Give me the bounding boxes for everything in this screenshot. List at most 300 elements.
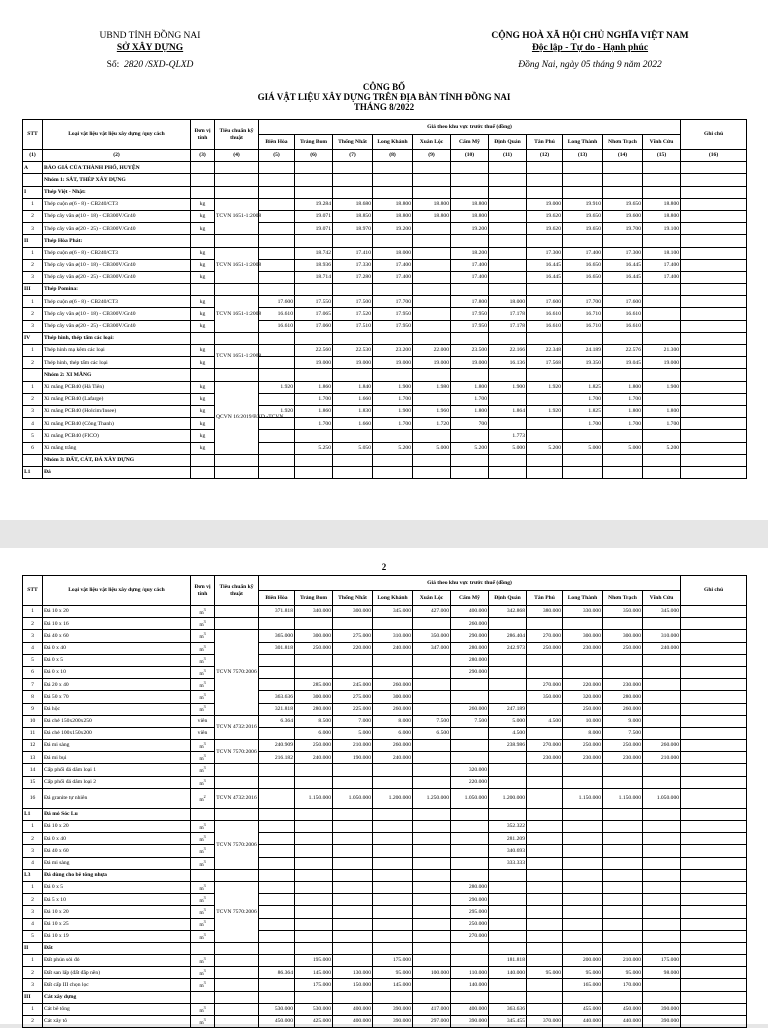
cell-price: 1.920: [527, 405, 563, 417]
cell-stt: 9: [23, 703, 43, 715]
cell-material: Đất san lấp (đất đắp nền): [43, 967, 191, 979]
cell-price: [413, 764, 451, 776]
cell-note: [681, 296, 747, 308]
cell-note: [681, 715, 747, 727]
cell-price: 370.000: [527, 1016, 563, 1028]
cell-price: [563, 186, 603, 198]
cell-price: [451, 727, 489, 739]
cell-price: 17.568: [527, 357, 563, 369]
cell-price: 1.860: [295, 381, 333, 393]
cell-price: [527, 979, 563, 991]
cell-price: [295, 174, 333, 186]
cell-price: [489, 332, 527, 344]
cell-price: [259, 991, 295, 1003]
cell-price: [489, 186, 527, 198]
cell-price: [451, 430, 489, 442]
cell-price: 260.000: [451, 618, 489, 630]
cell-stt: II: [23, 942, 43, 954]
cell-note: [681, 894, 747, 906]
cell-price: [643, 715, 681, 727]
cell-standard: [215, 186, 259, 198]
cell-price: 16.445: [527, 271, 563, 283]
cell-price: 5.200: [373, 442, 413, 454]
cell-price: [643, 691, 681, 703]
cell-note: [681, 259, 747, 271]
cell-price: [527, 776, 563, 788]
cell-material: Thép cây vằn ø(20 - 25) - CB300V/Gr40: [43, 320, 191, 332]
cell-price: 175.000: [373, 955, 413, 967]
cell-material: Cát xây dựng: [43, 991, 191, 1003]
cell-note: [681, 788, 747, 808]
cell-material: Đá 0 x 40: [43, 833, 191, 845]
col-region: Biên Hòa: [259, 135, 295, 150]
cell-price: [333, 881, 373, 893]
cell-stt: 4: [23, 918, 43, 930]
cell-price: 18.100: [643, 247, 681, 259]
cell-note: [681, 740, 747, 752]
cell-price: 195.000: [295, 955, 333, 967]
cell-price: [333, 284, 373, 296]
cell-price: [413, 955, 451, 967]
cell-unit: kg: [191, 296, 215, 308]
cell-price: [413, 235, 451, 247]
column-index: (2): [43, 150, 191, 162]
table-row: [23, 630, 747, 642]
cell-standard: [215, 764, 259, 776]
cell-price: [413, 666, 451, 678]
cell-standard: [215, 174, 259, 186]
cell-standard: [215, 466, 259, 478]
cell-price: [643, 618, 681, 630]
cell-unit: [191, 808, 215, 820]
col-region: Nhơn Trạch: [603, 591, 643, 606]
cell-price: 145.000: [373, 979, 413, 991]
cell-price: [603, 906, 643, 918]
cell-standard: TCVN 1651-1:2008: [215, 198, 259, 235]
cell-price: [489, 764, 527, 776]
cell-price: [259, 679, 295, 691]
cell-price: 17.550: [295, 296, 333, 308]
cell-price: [563, 776, 603, 788]
cell-price: [373, 466, 413, 478]
cell-price: 5.050: [333, 442, 373, 454]
cell-price: [259, 210, 295, 222]
cell-unit: [191, 869, 215, 881]
cell-unit: $m^3$: [191, 606, 215, 618]
cell-price: [373, 654, 413, 666]
cell-price: [451, 752, 489, 764]
cell-price: [451, 369, 489, 381]
cell-price: 280.000: [451, 654, 489, 666]
cell-price: [489, 223, 527, 235]
cell-price: [527, 235, 563, 247]
cell-price: [413, 247, 451, 259]
cell-price: [603, 942, 643, 954]
cell-price: 19.200: [451, 223, 489, 235]
cell-price: 300.000: [333, 606, 373, 618]
cell-material: Đá 0 x 10: [43, 666, 191, 678]
cell-price: 200.000: [563, 955, 603, 967]
cell-price: [413, 942, 451, 954]
cell-unit: $m^3$: [191, 894, 215, 906]
cell-material: Thép Hòa Phát:: [43, 235, 191, 247]
header-row: [23, 120, 747, 135]
cell-stt: 1: [23, 198, 43, 210]
cell-unit: $m^3$: [191, 776, 215, 788]
cell-price: 1.860: [295, 405, 333, 417]
cell-price: [295, 618, 333, 630]
cell-price: [643, 808, 681, 820]
cell-price: 17.800: [451, 296, 489, 308]
cell-price: 19.200: [373, 223, 413, 235]
cell-price: 17.950: [451, 320, 489, 332]
cell-price: [643, 991, 681, 1003]
cell-price: [489, 918, 527, 930]
doc-number-line: [40, 59, 260, 71]
cell-stt: 2: [23, 833, 43, 845]
cell-material: Nhóm 3: ĐẤT, CÁT, ĐÁ XÂY DỰNG: [43, 454, 191, 466]
cell-material: Đá dùng cho bê tông nhựa: [43, 869, 191, 881]
cell-note: [681, 666, 747, 678]
cell-price: 18.800: [413, 198, 451, 210]
cell-price: [603, 991, 643, 1003]
cell-price: 17.400: [643, 259, 681, 271]
cell-price: 7.500: [451, 715, 489, 727]
cell-price: [259, 821, 295, 833]
table-row: [23, 345, 747, 357]
cell-price: [373, 235, 413, 247]
table-row: [23, 727, 747, 739]
cell-note: [681, 764, 747, 776]
cell-price: 1.700: [295, 418, 333, 430]
cell-material: Đá 10 x 20: [43, 606, 191, 618]
cell-price: [373, 808, 413, 820]
cell-price: [295, 918, 333, 930]
cell-stt: III: [23, 991, 43, 1003]
cell-note: [681, 332, 747, 344]
table-row: [23, 691, 747, 703]
cell-price: 19.000: [333, 357, 373, 369]
col-standard: Tiêu chuẩn kỹ thuật: [215, 120, 259, 150]
cell-stt: 1: [23, 881, 43, 893]
cell-price: 16.650: [563, 271, 603, 283]
col-region: Định Quán: [489, 135, 527, 150]
section-row: [23, 454, 747, 466]
section-row: [23, 942, 747, 954]
cell-note: [681, 630, 747, 642]
table-row: [23, 740, 747, 752]
column-index: (11): [489, 150, 527, 162]
cell-price: 17.520: [333, 308, 373, 320]
cell-price: [333, 942, 373, 954]
cell-price: 18.800: [643, 210, 681, 222]
issue-date: Đồng Nai, ngày 05 tháng 9 năm 2022: [518, 60, 662, 70]
cell-unit: $m^3$: [191, 642, 215, 654]
cell-price: 260.000: [373, 703, 413, 715]
cell-price: 280.000: [451, 642, 489, 654]
col-region: Cẩm Mỹ: [451, 135, 489, 150]
cell-price: 19.284: [295, 198, 333, 210]
cell-standard: [215, 776, 259, 788]
page-separator: [0, 520, 768, 548]
cell-price: [413, 918, 451, 930]
cell-price: [527, 332, 563, 344]
cell-price: [489, 942, 527, 954]
cell-unit: $m^3$: [191, 857, 215, 869]
cell-unit: kg: [191, 223, 215, 235]
cell-price: [259, 918, 295, 930]
cell-unit: kg: [191, 405, 215, 417]
cell-price: 345.455: [489, 1016, 527, 1028]
cell-price: [333, 955, 373, 967]
cell-price: [333, 857, 373, 869]
cell-price: [451, 691, 489, 703]
cell-price: [259, 666, 295, 678]
cell-price: [643, 727, 681, 739]
cell-price: [489, 991, 527, 1003]
cell-material: Xi măng PCB40 (Holcim/Insee): [43, 405, 191, 417]
cell-price: [489, 808, 527, 820]
cell-note: [681, 967, 747, 979]
cell-price: [413, 857, 451, 869]
cell-price: [527, 369, 563, 381]
table-row: [23, 752, 747, 764]
cell-stt: I: [23, 186, 43, 198]
cell-price: 19.000: [373, 357, 413, 369]
cell-price: 1.700: [295, 393, 333, 405]
cell-unit: [191, 991, 215, 1003]
cell-price: 18.742: [295, 247, 333, 259]
cell-price: [489, 174, 527, 186]
cell-price: 230.000: [527, 752, 563, 764]
cell-price: 17.400: [563, 247, 603, 259]
cell-price: 17.280: [333, 271, 373, 283]
section-row: [23, 369, 747, 381]
cell-material: Đá 10 x 20: [43, 906, 191, 918]
cell-unit: kg: [191, 357, 215, 369]
cell-price: 380.000: [527, 606, 563, 618]
cell-material: Cát bê tông: [43, 1003, 191, 1015]
cell-price: 1.660: [333, 418, 373, 430]
cell-price: 1.700: [451, 393, 489, 405]
cell-note: [681, 320, 747, 332]
cell-unit: kg: [191, 381, 215, 393]
table-row: [23, 259, 747, 271]
cell-note: [681, 679, 747, 691]
cell-note: [681, 703, 747, 715]
agency-name: SỞ XÂY DỰNG: [116, 43, 184, 53]
cell-standard: [215, 808, 259, 820]
cell-price: [563, 869, 603, 881]
cell-price: [295, 332, 333, 344]
cell-price: 270.000: [527, 740, 563, 752]
table-row: [23, 606, 747, 618]
cell-price: [295, 369, 333, 381]
cell-price: 310.000: [373, 630, 413, 642]
cell-price: [489, 198, 527, 210]
cell-material: Đá 10 x 25: [43, 918, 191, 930]
cell-price: [527, 930, 563, 942]
cell-material: Thép hình, thép tấm các loại:: [43, 332, 191, 344]
cell-price: 6.500: [413, 727, 451, 739]
cell-price: [333, 894, 373, 906]
table-row: [23, 894, 747, 906]
cell-note: [681, 369, 747, 381]
cell-price: [527, 454, 563, 466]
cell-price: 245.000: [333, 679, 373, 691]
table-row: [23, 918, 747, 930]
cell-price: [489, 454, 527, 466]
cell-material: Xi măng PCB40 (Công Thanh): [43, 418, 191, 430]
cell-price: 440.000: [563, 1016, 603, 1028]
cell-price: [603, 930, 643, 942]
cell-price: 7.000: [333, 715, 373, 727]
cell-price: [643, 235, 681, 247]
cell-price: [373, 284, 413, 296]
cell-price: [527, 1003, 563, 1015]
cell-note: [681, 1003, 747, 1015]
section-row: [23, 808, 747, 820]
cell-price: [413, 223, 451, 235]
cell-price: 5.000: [489, 442, 527, 454]
cell-stt: 2: [23, 967, 43, 979]
cell-unit: viên: [191, 727, 215, 739]
cell-price: [489, 930, 527, 942]
cell-price: [259, 162, 295, 174]
cell-price: [643, 308, 681, 320]
cell-price: [259, 393, 295, 405]
cell-price: 19.000: [413, 357, 451, 369]
cell-price: [413, 296, 451, 308]
cell-price: 275.000: [333, 691, 373, 703]
column-index: (6): [295, 150, 333, 162]
cell-price: 19.910: [563, 198, 603, 210]
cell-note: [681, 454, 747, 466]
cell-material: Xi măng PCB40 (FICO): [43, 430, 191, 442]
cell-price: 16.610: [527, 308, 563, 320]
cell-stt: 1: [23, 955, 43, 967]
cell-price: [295, 430, 333, 442]
cell-price: 530.000: [295, 1003, 333, 1015]
cell-stt: [23, 174, 43, 186]
cell-price: 5.000: [413, 442, 451, 454]
cell-unit: $m^3$: [191, 764, 215, 776]
cell-note: [681, 930, 747, 942]
cell-stt: 1: [23, 345, 43, 357]
col-region: Tân Phú: [527, 135, 563, 150]
cell-price: [413, 979, 451, 991]
cell-note: [681, 430, 747, 442]
table-row: [23, 955, 747, 967]
cell-price: [563, 808, 603, 820]
cell-price: 22.576: [603, 345, 643, 357]
cell-price: [259, 764, 295, 776]
cell-unit: $m^3$: [191, 918, 215, 930]
cell-price: [295, 821, 333, 833]
cell-material: Cấp phối đá dăm loại 1: [43, 764, 191, 776]
cell-price: [413, 332, 451, 344]
cell-price: 250.000: [563, 703, 603, 715]
cell-unit: kg: [191, 271, 215, 283]
cell-price: [563, 162, 603, 174]
cell-price: 1.720: [413, 418, 451, 430]
cell-price: 1.700: [603, 393, 643, 405]
cell-stt: III: [23, 284, 43, 296]
column-index: (1): [23, 150, 43, 162]
cell-price: 240.000: [295, 752, 333, 764]
cell-price: 18.800: [451, 210, 489, 222]
cell-price: [527, 186, 563, 198]
price-table-page-1: [22, 119, 747, 479]
table-row: [23, 833, 747, 845]
cell-unit: viên: [191, 715, 215, 727]
table-row: [23, 857, 747, 869]
cell-price: 1.150.000: [563, 788, 603, 808]
table-row: [23, 906, 747, 918]
cell-note: [681, 235, 747, 247]
cell-price: [643, 821, 681, 833]
cell-price: 95.000: [603, 967, 643, 979]
cell-price: 270.000: [451, 930, 489, 942]
cell-price: [413, 174, 451, 186]
cell-price: 16.445: [527, 259, 563, 271]
column-index-row: [23, 150, 747, 162]
cell-unit: [191, 466, 215, 478]
cell-price: [643, 930, 681, 942]
cell-price: 310.000: [643, 630, 681, 642]
cell-unit: $m^3$: [191, 703, 215, 715]
cell-price: 210.000: [333, 740, 373, 752]
cell-price: 5.250: [295, 442, 333, 454]
cell-price: [643, 296, 681, 308]
cell-price: [295, 930, 333, 942]
cell-price: [373, 906, 413, 918]
cell-price: 281.209: [489, 833, 527, 845]
cell-price: 19.600: [603, 210, 643, 222]
cell-stt: 2: [23, 308, 43, 320]
cell-note: [681, 821, 747, 833]
cell-standard: [215, 979, 259, 991]
cell-standard: [215, 162, 259, 174]
cell-stt: 2: [23, 357, 43, 369]
cell-price: [413, 271, 451, 283]
cell-price: 1.800: [603, 405, 643, 417]
cell-price: [451, 235, 489, 247]
cell-price: [259, 357, 295, 369]
cell-price: [373, 454, 413, 466]
cell-price: [413, 320, 451, 332]
cell-price: [527, 942, 563, 954]
cell-price: 450.000: [259, 1016, 295, 1028]
cell-price: [333, 466, 373, 478]
cell-price: 1.840: [333, 381, 373, 393]
cell-material: Đá 40 x 60: [43, 845, 191, 857]
cell-price: [333, 808, 373, 820]
cell-price: [563, 930, 603, 942]
cell-price: 16.610: [603, 320, 643, 332]
cell-price: 400.000: [451, 606, 489, 618]
cell-price: 250.000: [527, 642, 563, 654]
cell-unit: $m^3$: [191, 618, 215, 630]
cell-price: [451, 991, 489, 1003]
cell-price: 340.693: [489, 845, 527, 857]
cell-price: 16.610: [527, 320, 563, 332]
cell-material: Đá mi sàng: [43, 740, 191, 752]
cell-note: [681, 618, 747, 630]
col-region: Trảng Bom: [295, 591, 333, 606]
cell-price: 18.800: [373, 210, 413, 222]
cell-unit: kg: [191, 345, 215, 357]
